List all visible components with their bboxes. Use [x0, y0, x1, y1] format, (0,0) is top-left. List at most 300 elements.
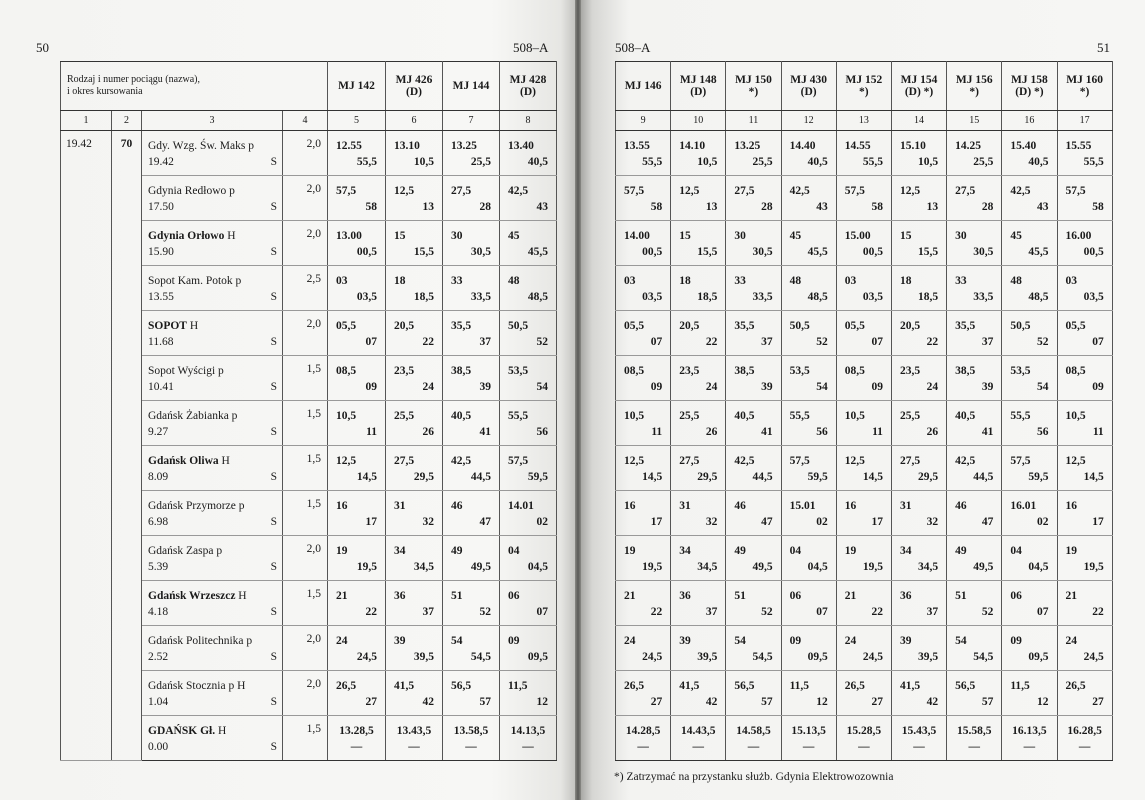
station-flag: p	[231, 410, 238, 422]
departure-time: 19,5	[642, 561, 663, 573]
time-cell	[836, 266, 891, 311]
time-pair	[837, 356, 891, 395]
time-pair	[1002, 626, 1056, 665]
arrival-time: 09	[1010, 635, 1022, 647]
time-pair	[1058, 716, 1112, 755]
time-cell	[671, 626, 726, 671]
time-cell	[443, 626, 500, 671]
time-pair	[892, 716, 946, 755]
station-row	[616, 446, 1113, 491]
station-flag: p	[248, 140, 254, 152]
distance-cell	[283, 716, 328, 761]
distance-value: 1,5	[306, 408, 322, 420]
time-cell	[1002, 581, 1057, 626]
departure-time: 04,5	[527, 561, 549, 573]
arrival-time: 12,5	[1065, 455, 1086, 467]
time-cell	[386, 266, 443, 311]
departure-time: 41	[479, 426, 492, 438]
station-row	[616, 581, 1113, 626]
distance-cell	[283, 446, 328, 491]
time-pair	[837, 401, 891, 440]
time-pair	[892, 581, 946, 620]
time-cell	[1057, 581, 1112, 626]
arrival-time: 10,5	[336, 410, 357, 422]
departure-time: 19,5	[356, 561, 378, 573]
arrival-time: 10,5	[624, 410, 645, 422]
departure-time: 45,5	[807, 246, 828, 258]
station-name-line	[148, 138, 277, 154]
departure-time: 32	[422, 516, 435, 528]
column-number: 12	[781, 111, 836, 131]
time-cell	[1057, 131, 1112, 176]
arrival-time: 35,5	[955, 320, 976, 332]
departure-time: 19,5	[862, 561, 883, 573]
time-cell	[671, 311, 726, 356]
station-cell	[142, 716, 283, 761]
station-km-line	[148, 424, 277, 440]
arrival-time: 34	[899, 545, 912, 557]
arrival-time: 49	[955, 545, 967, 557]
departure-time: 44,5	[973, 471, 994, 483]
departure-time: 55,5	[642, 156, 663, 168]
column-number: 10	[671, 111, 726, 131]
time-pair	[1058, 356, 1112, 395]
departure-time: 56	[1037, 426, 1049, 438]
departure-time: 09,5	[807, 651, 828, 663]
right-table-code: 508–A	[615, 40, 651, 55]
time-pair	[1058, 671, 1112, 710]
time-cell	[1002, 626, 1057, 671]
time-cell	[891, 266, 946, 311]
station-info	[142, 671, 282, 710]
time-pair	[500, 581, 556, 620]
departure-time: 13	[422, 201, 435, 213]
departure-time: 42	[705, 696, 718, 708]
time-cell	[671, 491, 726, 536]
time-pair	[328, 491, 385, 530]
time-pair	[443, 536, 499, 575]
time-cell	[443, 536, 500, 581]
distance-value: 1,5	[306, 453, 322, 465]
arrival-time: 53,5	[508, 365, 529, 377]
time-cell	[386, 176, 443, 221]
time-pair	[892, 536, 946, 575]
arrival-time: 16	[844, 500, 857, 512]
departure-time: 45,5	[1028, 246, 1049, 258]
time-pair	[616, 401, 670, 440]
arrival-time: 15.00	[844, 230, 871, 242]
station-cell	[142, 536, 283, 581]
time-cell	[891, 356, 946, 401]
departure-time: 27	[365, 696, 378, 708]
departure-time: 00,5	[356, 246, 378, 258]
time-cell	[781, 581, 836, 626]
arrival-time: 54	[955, 635, 967, 647]
departure-time: 59,5	[807, 471, 828, 483]
departure-time: 12	[536, 696, 549, 708]
departure-time: 39,5	[413, 651, 435, 663]
time-cell	[1002, 671, 1057, 716]
time-cell	[947, 716, 1002, 761]
station-row	[616, 176, 1113, 221]
time-pair	[892, 131, 946, 170]
departure-time: 30,5	[470, 246, 492, 258]
arrival-time: 57,5	[508, 455, 529, 467]
departure-time: 57	[761, 696, 773, 708]
station-row	[616, 536, 1113, 581]
time-cell	[781, 446, 836, 491]
arrival-time: 27,5	[451, 185, 472, 197]
time-cell	[947, 131, 1002, 176]
departure-time: 28	[479, 201, 492, 213]
time-pair	[837, 671, 891, 710]
departure-time: 44,5	[470, 471, 492, 483]
time-cell	[1002, 266, 1057, 311]
time-cell	[781, 131, 836, 176]
arrival-time: 14.58,5	[736, 725, 771, 737]
time-cell	[781, 176, 836, 221]
time-pair	[386, 626, 442, 665]
arrival-time: 18	[679, 275, 691, 287]
time-cell	[836, 446, 891, 491]
time-pair	[386, 311, 442, 350]
time-pair	[328, 356, 385, 395]
departure-time: 02	[536, 516, 549, 528]
time-pair	[726, 266, 780, 305]
time-cell	[500, 446, 557, 491]
time-pair	[616, 581, 670, 620]
departure-time: 27	[871, 696, 883, 708]
station-row	[616, 311, 1113, 356]
time-pair	[443, 671, 499, 710]
departure-time: 02	[1037, 516, 1049, 528]
departure-time: 22	[705, 336, 718, 348]
arrival-time: 03	[624, 275, 636, 287]
station-km-line	[148, 334, 277, 350]
time-cell	[443, 176, 500, 221]
arrival-time: 54	[451, 635, 463, 647]
station-name-line	[148, 183, 277, 199]
departure-time: 24	[422, 381, 435, 393]
arrival-time: 36	[394, 590, 406, 602]
time-pair	[671, 176, 725, 215]
station-flag: H	[189, 320, 199, 332]
time-cell	[616, 716, 671, 761]
arrival-time: 27,5	[734, 185, 755, 197]
time-cell	[328, 356, 386, 401]
time-cell	[1057, 221, 1112, 266]
time-pair	[892, 266, 946, 305]
arrival-time: 30	[734, 230, 746, 242]
arrival-time: 33	[451, 275, 463, 287]
time-pair	[1058, 581, 1112, 620]
departure-time: 58	[365, 201, 378, 213]
time-pair	[328, 311, 385, 350]
departure-time: 17	[1092, 516, 1104, 528]
station-km: 2.52	[148, 651, 169, 663]
time-pair	[328, 581, 385, 620]
departure-time: 17	[871, 516, 883, 528]
distance-value: 1,5	[306, 723, 322, 735]
station-km: 6.98	[148, 516, 169, 528]
time-pair	[500, 626, 556, 665]
time-pair	[443, 446, 499, 485]
station-type: S	[270, 291, 277, 303]
distance-cell	[283, 536, 328, 581]
arrival-time: 38,5	[451, 365, 472, 377]
time-pair	[837, 311, 891, 350]
left-timetable	[60, 61, 557, 761]
time-pair	[443, 131, 499, 170]
column-number: 15	[947, 111, 1002, 131]
departure-time: 56	[536, 426, 549, 438]
column-number: 17	[1057, 111, 1112, 131]
departure-time: 56	[816, 426, 828, 438]
arrival-time: 26,5	[624, 680, 645, 692]
column-number: 4	[283, 111, 328, 131]
station-name-line	[148, 498, 277, 514]
departure-time: 24,5	[862, 651, 883, 663]
station-km-line	[148, 604, 277, 620]
arrival-time: 40,5	[955, 410, 976, 422]
arrival-time: 34	[394, 545, 406, 557]
time-cell	[726, 581, 781, 626]
time-cell	[891, 671, 946, 716]
station-flag: p	[216, 545, 223, 557]
departure-time: 59,5	[527, 471, 549, 483]
station-km-line	[148, 244, 277, 260]
departure-time: 37	[479, 336, 492, 348]
station-km: 10.41	[148, 381, 174, 393]
time-pair	[386, 401, 442, 440]
departure-time: 07	[536, 606, 549, 618]
station-name: Gdańsk Wrzeszcz	[148, 590, 236, 602]
time-cell	[947, 671, 1002, 716]
time-cell	[386, 356, 443, 401]
departure-time: 15,5	[918, 246, 939, 258]
arrival-time: 21	[336, 590, 348, 602]
time-pair	[500, 176, 556, 215]
time-pair	[328, 626, 385, 665]
time-pair	[443, 266, 499, 305]
column-number: 2	[112, 111, 142, 131]
time-pair	[386, 536, 442, 575]
time-pair	[500, 311, 556, 350]
departure-time: 48,5	[807, 291, 828, 303]
time-pair	[947, 671, 1001, 710]
station-row	[616, 491, 1113, 536]
arrival-time: 25,5	[899, 410, 921, 422]
station-info	[142, 266, 282, 305]
time-pair	[500, 716, 556, 755]
time-pair	[443, 221, 499, 260]
departure-time: 52	[479, 606, 492, 618]
departure-time: 07	[816, 606, 828, 618]
arrival-time: 25,5	[394, 410, 415, 422]
time-cell	[781, 401, 836, 446]
departure-time: —	[522, 741, 534, 753]
arrival-time: 35,5	[451, 320, 472, 332]
left-page-number: 50	[36, 40, 49, 55]
train-header: MJ 426 (D)	[386, 62, 443, 111]
column-number: 8	[500, 111, 557, 131]
arrival-time: 46	[734, 500, 746, 512]
station-name-line	[148, 318, 277, 334]
time-pair	[1002, 671, 1056, 710]
station-name: Gdańsk Zaspa	[148, 545, 214, 557]
arrival-time: 35,5	[734, 320, 755, 332]
station-name-line	[148, 678, 277, 694]
arrival-time: 15.55	[1065, 140, 1092, 152]
time-pair	[892, 401, 946, 440]
time-pair	[616, 716, 670, 755]
departure-time: 00,5	[642, 246, 663, 258]
departure-time: 52	[1037, 336, 1049, 348]
time-cell	[328, 716, 386, 761]
arrival-time: 16	[624, 500, 636, 512]
station-flag: p	[229, 185, 235, 197]
arrival-time: 21	[624, 590, 636, 602]
station-km: 11.68	[148, 336, 174, 348]
arrival-time: 06	[1010, 590, 1022, 602]
distance-value: 2,0	[306, 183, 322, 195]
departure-time: 42	[926, 696, 939, 708]
arrival-time: 30	[955, 230, 967, 242]
time-cell	[947, 536, 1002, 581]
station-type: S	[270, 381, 277, 393]
departure-time: 54	[536, 381, 549, 393]
route-header-label: Rodzaj i numer pociągu (nazwa), i okres kursowania	[61, 62, 328, 111]
time-cell	[328, 311, 386, 356]
time-cell	[671, 356, 726, 401]
departure-time: 54,5	[752, 651, 773, 663]
distance-value: 2,0	[306, 138, 322, 150]
time-cell	[386, 626, 443, 671]
time-pair	[782, 131, 836, 170]
departure-time: 03,5	[1083, 291, 1104, 303]
time-cell	[386, 491, 443, 536]
time-cell	[386, 671, 443, 716]
time-pair	[443, 311, 499, 350]
arrival-time: 49	[451, 545, 463, 557]
arrival-time: 04	[508, 545, 520, 557]
arrival-time: 33	[734, 275, 746, 287]
time-cell	[500, 491, 557, 536]
arrival-time: 57,5	[844, 185, 865, 197]
time-cell	[726, 176, 781, 221]
station-cell	[142, 446, 283, 491]
time-cell	[328, 176, 386, 221]
time-pair	[386, 491, 442, 530]
departure-time: 41	[761, 426, 773, 438]
departure-time: 52	[981, 606, 994, 618]
arrival-time: 18	[899, 275, 912, 287]
time-cell	[726, 266, 781, 311]
time-cell	[386, 716, 443, 761]
departure-time: 09	[1092, 381, 1104, 393]
time-cell	[947, 491, 1002, 536]
departure-time: 04,5	[1028, 561, 1049, 573]
time-cell	[836, 536, 891, 581]
distance-cell	[283, 671, 328, 716]
arrival-time: 15	[899, 230, 912, 242]
time-pair	[837, 221, 891, 260]
time-pair	[947, 131, 1001, 170]
arrival-time: 12,5	[394, 185, 415, 197]
time-cell	[836, 176, 891, 221]
distance-cell	[283, 491, 328, 536]
time-cell	[781, 356, 836, 401]
departure-time: 33,5	[470, 291, 492, 303]
arrival-time: 46	[451, 500, 463, 512]
departure-time: 27	[650, 696, 663, 708]
arrival-time: 04	[789, 545, 802, 557]
time-pair	[726, 311, 780, 350]
departure-time: 12	[1037, 696, 1049, 708]
time-cell	[616, 311, 671, 356]
station-type: S	[270, 696, 277, 708]
time-pair	[386, 176, 442, 215]
departure-time: 22	[871, 606, 883, 618]
arrival-time: 26,5	[336, 680, 357, 692]
time-pair	[386, 671, 442, 710]
arrival-time: 27,5	[955, 185, 976, 197]
arrival-time: 42,5	[1010, 185, 1031, 197]
departure-time: 24,5	[1083, 651, 1104, 663]
station-name: SOPOT	[148, 320, 187, 332]
departure-time: 34,5	[697, 561, 718, 573]
arrival-time: 11,5	[789, 680, 810, 692]
time-cell	[671, 176, 726, 221]
column-number: 16	[1002, 111, 1057, 131]
time-pair	[892, 176, 946, 215]
station-name: Gdańsk Stocznia	[148, 680, 226, 692]
departure-time: —	[692, 741, 705, 753]
time-pair	[782, 221, 836, 260]
arrival-time: 12,5	[899, 185, 921, 197]
arrival-time: 11,5	[1010, 680, 1030, 692]
arrival-time: 05,5	[624, 320, 645, 332]
time-pair	[782, 356, 836, 395]
distance-value: 1,5	[306, 498, 322, 510]
departure-time: 55,5	[1083, 156, 1104, 168]
time-cell	[836, 311, 891, 356]
departure-time: 37	[422, 606, 435, 618]
station-type: S	[270, 651, 277, 663]
time-pair	[947, 491, 1001, 530]
arrival-time: 14.25	[955, 140, 981, 152]
departure-time: —	[637, 741, 649, 753]
time-cell	[386, 401, 443, 446]
departure-time: 14,5	[862, 471, 883, 483]
departure-time: 47	[761, 516, 773, 528]
arrival-time: 09	[789, 635, 802, 647]
station-type: S	[270, 156, 277, 168]
right-page	[578, 0, 1145, 800]
time-pair	[1058, 401, 1112, 440]
time-pair	[1058, 221, 1112, 260]
arrival-time: 16.01	[1010, 500, 1037, 512]
time-pair	[1058, 491, 1112, 530]
time-pair	[616, 356, 670, 395]
arrival-time: 05,5	[1065, 320, 1086, 332]
time-cell	[328, 491, 386, 536]
time-cell	[726, 716, 781, 761]
book-spine	[575, 0, 581, 800]
arrival-time: 14.01	[508, 500, 534, 512]
arrival-time: 50,5	[508, 320, 529, 332]
departure-time: 41	[981, 426, 994, 438]
